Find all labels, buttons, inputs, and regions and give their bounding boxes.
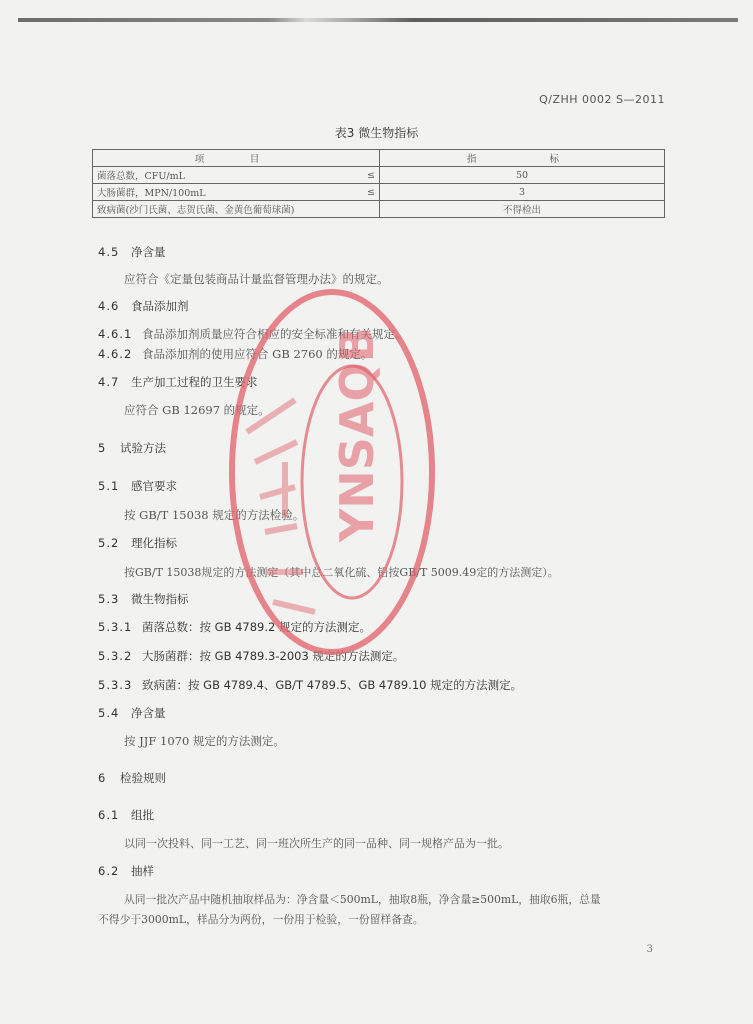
subsection: 5.3.3 致病菌：按 GB 4789.4、GB/T 4789.5、GB 4789.10 规定的方法测定。: [98, 678, 523, 692]
scan-edge-line: [18, 18, 738, 22]
row-name: 菌落总数，CFU/mL: [93, 167, 358, 184]
section-body: 从同一批次产品中随机抽取样品为：净含量＜500mL，抽取8瓶，净含量≥500mL，抽取6瓶，总量: [124, 893, 601, 906]
col-header-item: 项 目: [93, 150, 380, 167]
document-code: Q/ZHH 0002 S—2011: [539, 93, 665, 106]
page-number: 3: [646, 944, 653, 955]
section-body: 以同一次投料、同一工艺、同一班次所生产的同一品种、同一规格产品为一批。: [124, 837, 509, 850]
row-comparator: ≤: [357, 184, 380, 201]
row-value: 不得检出: [380, 201, 665, 218]
section-body: 按GB/T 15038规定的方法测定（其中总二氧化硫、铅按GB/T 5009.49定的方法测定）。: [124, 566, 559, 579]
section-body: 按 GB/T 15038 规定的方法检验。: [124, 508, 305, 522]
section-heading: 6.2 抽样: [98, 864, 154, 878]
row-name: 致病菌(沙门氏菌、志贺氏菌、金黄色葡萄球菌): [93, 201, 380, 218]
section-heading: 4.6 食品添加剂: [98, 299, 189, 313]
section-heading: 5.3 微生物指标: [98, 592, 189, 606]
section-heading: 4.7 生产加工过程的卫生要求: [98, 375, 258, 389]
section-heading: 5.4 净含量: [98, 706, 166, 720]
seal-inner-text: YNSAQB: [330, 327, 384, 542]
table-header-row: [93, 150, 665, 167]
section-body: 应符合《定量包装商品计量监督管理办法》的规定。: [124, 272, 389, 286]
row-name: 大肠菌群，MPN/100mL: [93, 184, 358, 201]
chapter-heading: 5 试验方法: [98, 441, 166, 455]
subsection: 5.3.1 菌落总数：按 GB 4789.2 规定的方法测定。: [98, 620, 372, 634]
chapter-heading: 6 检验规则: [98, 771, 166, 785]
col-header-value: 指 标: [380, 150, 665, 167]
section-body: 应符合 GB 12697 的规定。: [124, 403, 270, 417]
subsection: 4.6.2 食品添加剂的使用应符合 GB 2760 的规定。: [98, 347, 373, 361]
subsection: 4.6.1 食品添加剂质量应符合相应的安全标准和有关规定。: [98, 327, 407, 341]
section-body: 按 JJF 1070 规定的方法测定。: [124, 734, 285, 748]
section-heading: 4.5 净含量: [98, 245, 166, 259]
section-heading: 5.1 感官要求: [98, 479, 177, 493]
table-row: [93, 167, 665, 184]
section-heading: 6.1 组批: [98, 808, 154, 822]
row-value: 50: [380, 167, 665, 184]
table-row: [93, 201, 665, 218]
table-title: 表3 微生物指标: [334, 126, 419, 140]
row-comparator: ≤: [357, 167, 380, 184]
microbial-spec-table: [92, 149, 665, 218]
section-heading: 5.2 理化指标: [98, 536, 177, 550]
row-value: 3: [380, 184, 665, 201]
table-row: [93, 184, 665, 201]
subsection: 5.3.2 大肠菌群：按 GB 4789.3-2003 规定的方法测定。: [98, 649, 405, 663]
section-body-continued: 不得少于3000mL，样品分为两份，一份用于检验，一份留样备查。: [98, 913, 424, 926]
